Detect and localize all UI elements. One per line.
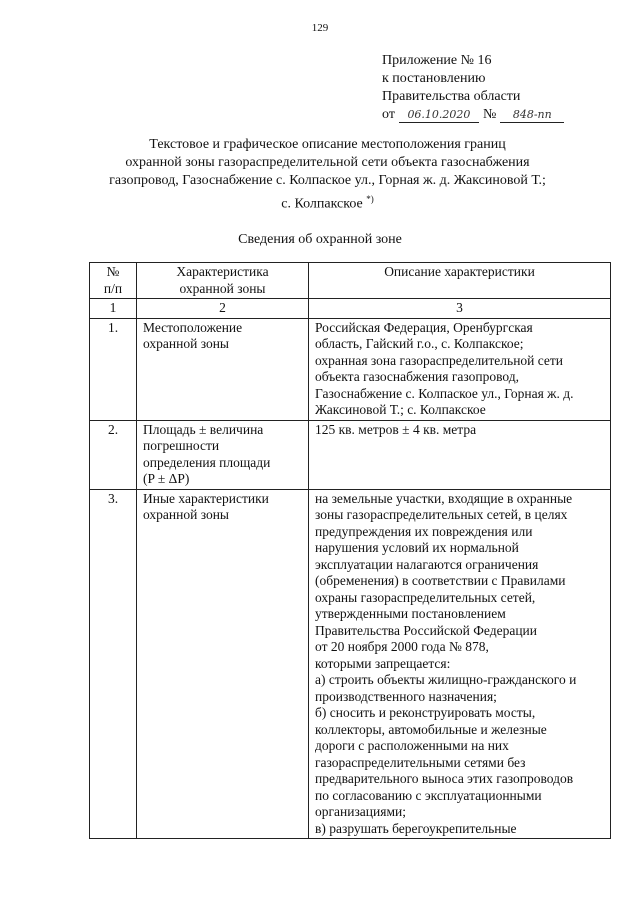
description-line: зоны газораспределительных сетей, в целях (315, 507, 568, 522)
description-line: от 20 ноября 2000 года № 878, (315, 639, 489, 654)
description-line: охраны газораспределительных сетей, (315, 589, 536, 605)
description-line: Газоснабжение с. Колпаское ул., Горная ж. д. (315, 385, 574, 401)
description-line: Российская Федерация, Оренбургская (315, 319, 533, 335)
title-line-4: с. Колпакское (281, 196, 363, 212)
characteristic-line: охранной зоны (143, 336, 230, 351)
description-line: охранная зона газораспределительной сети (315, 352, 564, 368)
table-row (90, 318, 611, 420)
section-title: Сведения об охранной зоне (238, 232, 402, 247)
protection-zone-table (89, 262, 611, 839)
description-line: коллекторы, автомобильные и железные (315, 721, 547, 737)
description-line: в) разрушать берегоукрепительные (315, 820, 517, 836)
footnote-mark: *) (366, 194, 374, 204)
description-line: предварительного выноса этих газопроводов (315, 771, 574, 786)
header-description (309, 263, 611, 299)
header-char-line-2: охранной зоны (179, 280, 266, 296)
characteristic-line: Площадь ± величина (143, 421, 264, 437)
appendix-line-1: Приложение № 16 (382, 53, 492, 68)
row-characteristic (137, 318, 309, 420)
description-line: а) строить объекты жилищно-гражданского и (315, 672, 577, 687)
column-index: 1 (90, 299, 137, 319)
characteristic-line: охранной зоны (143, 507, 230, 522)
column-index-row (90, 299, 611, 319)
header-num-line-2: п/п (103, 280, 123, 296)
title-line-1: Текстовое и графическое описание местоположения границ (149, 137, 506, 152)
appendix-line-3: Правительства области (382, 89, 521, 104)
appendix-date-row (382, 106, 564, 124)
description-line: организациями; (315, 804, 406, 819)
page-number: 129 (311, 22, 329, 34)
appendix-line-2: к постановлению (382, 71, 486, 86)
description-line: 125 кв. метров ± 4 кв. метра (315, 421, 477, 437)
description-line: по согласованию с эксплуатационными (315, 787, 542, 803)
characteristic-line: погрешности (143, 438, 220, 453)
header-num-line-1: № (106, 264, 120, 279)
description-line: которыми запрещается: (315, 655, 451, 671)
row-description (309, 420, 611, 489)
row-number: 2. (90, 420, 137, 489)
header-characteristic (137, 263, 309, 299)
title-line-3: газопровод, Газоснабжение с. Колпаское ул., Горная ж. д. Жаксиновой Т.; (109, 173, 546, 188)
number-sign: № (482, 107, 497, 122)
title-line-4-wrap (60, 190, 595, 214)
header-char-line-1: Характеристика (176, 264, 269, 279)
characteristic-line: определения площади (143, 454, 271, 470)
row-characteristic (137, 420, 309, 489)
table-row (90, 489, 611, 839)
header-num (90, 263, 137, 299)
description-line: утвержденными постановлением (315, 606, 506, 621)
description-line: предупреждения их повреждения или (315, 523, 533, 539)
table-row (90, 420, 611, 489)
characteristic-line: Местоположение (143, 319, 243, 335)
column-index: 3 (309, 299, 611, 319)
column-index: 2 (137, 299, 309, 319)
description-line: Правительства Российской Федерации (315, 622, 537, 638)
description-line: на земельные участки, входящие в охранные (315, 490, 573, 506)
characteristic-line: (P ± ΔP) (143, 471, 190, 486)
row-description (309, 318, 611, 420)
title-line-2: охранной зоны газораспределительной сети объекта газоснабжения (125, 155, 530, 170)
handwritten-number: 848-пп (500, 108, 564, 123)
row-description (309, 489, 611, 839)
characteristic-line: Иные характеристики (143, 490, 269, 506)
description-line: производственного назначения; (315, 688, 497, 704)
description-line: область, Гайский г.о., с. Колпакское; (315, 336, 524, 351)
handwritten-date: 06.10.2020 (399, 108, 479, 123)
header-desc-text: Описание характеристики (384, 264, 535, 279)
appendix-block (382, 52, 564, 124)
row-characteristic (137, 489, 309, 839)
description-line: (обременения) в соответствии с Правилами (315, 573, 566, 588)
description-line: газораспределительными сетями без (315, 754, 526, 770)
document-title (60, 136, 595, 214)
description-line: б) сносить и реконструировать мосты, (315, 705, 536, 720)
description-line: дороги с расположенными на них (315, 738, 509, 753)
date-prefix: от (382, 107, 395, 122)
row-number: 1. (90, 318, 137, 420)
table-header-row (90, 263, 611, 299)
description-line: объекта газоснабжения газопровод, (315, 369, 519, 384)
description-line: Жаксиновой Т.; с. Колпакское (315, 402, 486, 417)
row-number: 3. (90, 489, 137, 839)
description-line: нарушения условий их нормальной (315, 540, 519, 555)
description-line: эксплуатации налагаются ограничения (315, 556, 539, 572)
